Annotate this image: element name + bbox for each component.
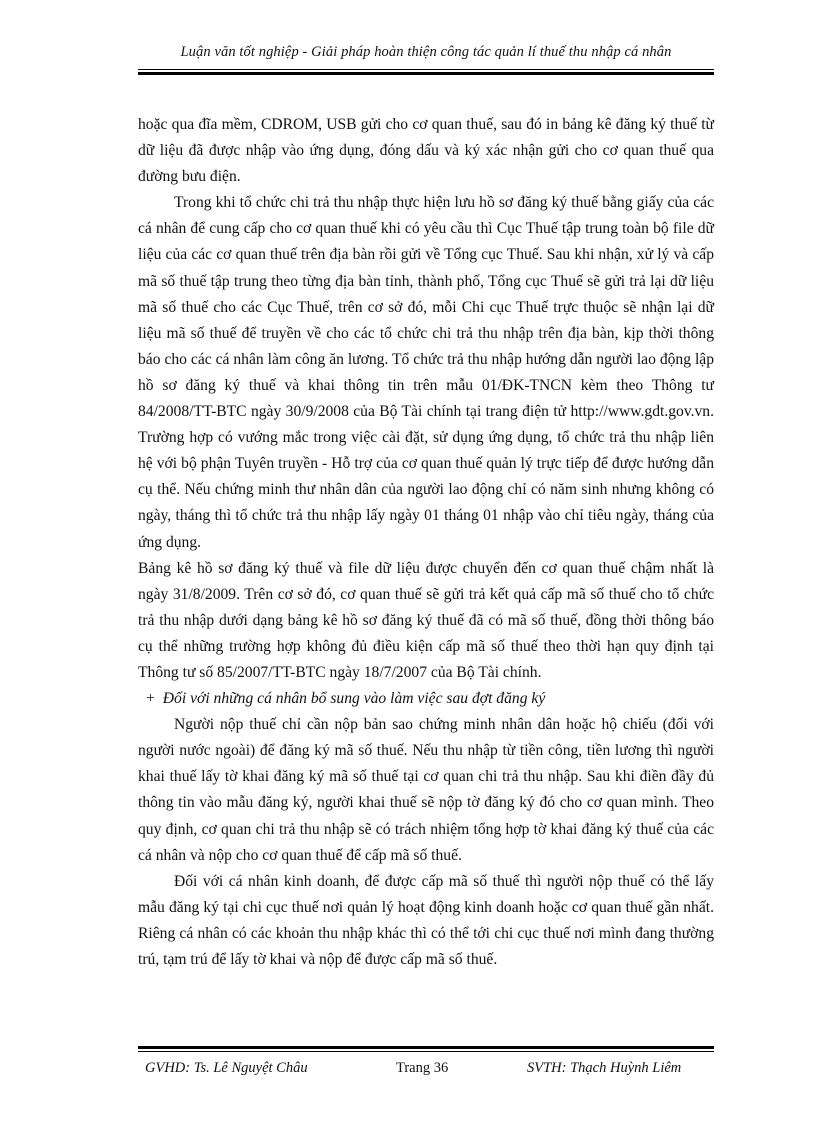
subheading-text: Đối với những cá nhân bổ sung vào làm việc sau đợt đăng ký [162,690,546,708]
header-rule-thin [138,69,714,70]
paragraph-3: Bảng kê hồ sơ đăng ký thuế và file dữ liệu được chuyển đến cơ quan thuế chậm nhất là ngày 31/8/2009. Trên cơ sở đó, cơ quan thuế sẽ gửi trả kết quả cấp mã số thuế cho tổ chức trả thu nhập dưới dạng bảng kê hồ sơ đăng ký thuế đã có mã số thuế, đồng thời thông báo cụ thể những trường hợp không đủ điều kiện cấp mã số thuế theo thời hạn quy định tại Thông tư số 85/2007/TT-BTC ngày 18/7/2007 của Bộ Tài chính. [138,559,714,681]
footer-rule-thin [138,1051,714,1052]
paragraph-1: hoặc qua đĩa mềm, CDROM, USB gửi cho cơ quan thuế, sau đó in bảng kê đăng ký thuế từ dữ liệu đã được nhập vào ứng dụng, đóng dấu và ký xác nhận gửi cho cơ quan thuế qua đường bưu điện. [138,116,714,186]
footer-page-number: Trang 36 [396,1060,449,1076]
footer-student: SVTH: Thạch Huỳnh Liêm [527,1060,682,1076]
footer-rule-thick [138,1046,714,1049]
body-text [138,112,714,973]
paragraph-4: Người nộp thuế chỉ cần nộp bản sao chứng minh nhân dân hoặc hộ chiếu (đối với người nước ngoài) để đăng ký mã số thuế. Nếu thu nhập từ tiền công, tiền lương thì người khai thuế lấy tờ khai đăng ký mã số thuế tại cơ quan chi trả thu nhập. Sau khi điền đầy đủ thông tin vào mẫu đăng ký, người khai thuế sẽ nộp tờ đăng ký đó cho cơ quan mình. Theo quy định, cơ quan chi trả thu nhập sẽ có trách nhiệm tổng hợp tờ khai đăng ký thuế của các cá nhân và nộp cho cơ quan thuế để cấp mã số thuế. [138,716,714,864]
plus-bullet: + [146,690,155,708]
paragraph-2: Trong khi tổ chức chi trả thu nhập thực hiện lưu hồ sơ đăng ký thuế bằng giấy của các cá nhân để cung cấp cho cơ quan thuế khi có yêu cầu thì Cục Thuế tập trung toàn bộ file dữ liệu của các cơ quan thuế trên địa bàn rồi gửi về Tổng cục Thuế. Sau khi nhận, xử lý và cấp mã số thuế tập trung theo từng địa bàn tỉnh, thành phố, Tổng cục Thuế sẽ gửi trả lại dữ liệu mã số thuế cho các Cục Thuế, trên cơ sở đó, mỗi Chi cục Thuế trực thuộc sẽ nhận lại dữ liệu mã số thuế để truyền về cho các tổ chức chi trả thu nhập trên địa bàn, kịp thời thông báo cho các cá nhân làm công ăn lương. Tổ chức trả thu nhập hướng dẫn người lao động lập hồ sơ đăng ký thuế và khai thông tin trên mẫu 01/ĐK-TNCN kèm theo Thông tư 84/2008/TT-BTC ngày 30/9/2008 của Bộ Tài chính tại trang điện tử http://www.gdt.gov.vn. Trường hợp có vướng mắc trong việc cài đặt, sử dụng ứng dụng, tổ chức trả thu nhập liên hệ với bộ phận Tuyên truyền - Hỗ trợ của cơ quan thuế quản lý trực tiếp để được hướng dẫn cụ thể. Nếu chứng minh thư nhân dân của người lao động chỉ có năm sinh nhưng không có ngày, tháng thì tổ chức trả thu nhập lấy ngày 01 tháng 01 nhập vào chỉ tiêu ngày, tháng của ứng dụng. [138,194,714,551]
paragraph-5: Đối với cá nhân kinh doanh, để được cấp mã số thuế thì người nộp thuế có thể lấy mẫu đăng ký tại chi cục thuế nơi quản lý hoạt động kinh doanh hoặc cơ quan thuế gần nhất. Riêng cá nhân có các khoản thu nhập khác thì có thể tới chi cục thuế nơi mình đang thường trú, tạm trú để lấy tờ khai và nộp để được cấp mã số thuế. [138,872,714,968]
page-header: Luận văn tốt nghiệp - Giải pháp hoàn thiện công tác quản lí thuế thu nhập cá nhân [180,44,672,60]
subheading [138,686,714,712]
header-rule-thick [138,72,714,75]
footer-advisor: GVHD: Ts. Lê Nguyệt Châu [145,1060,308,1076]
